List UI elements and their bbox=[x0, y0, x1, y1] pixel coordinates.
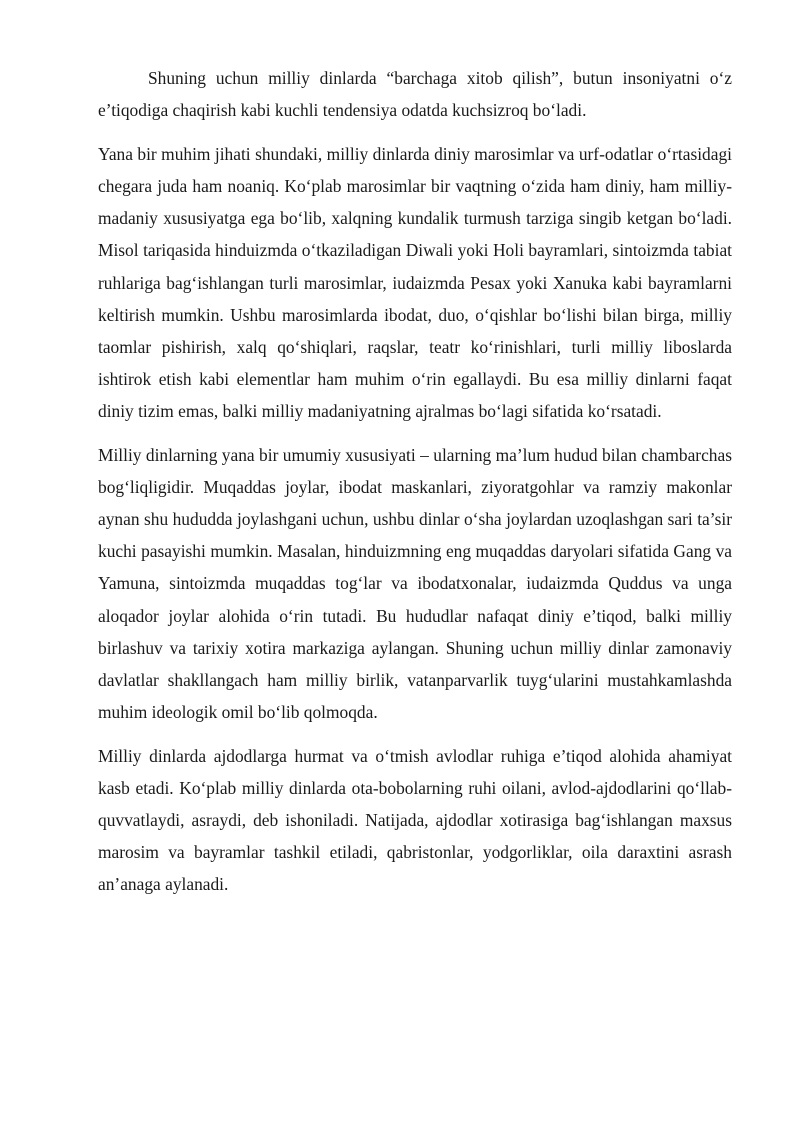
document-body bbox=[98, 62, 732, 912]
paragraph-3: Milliy dinlarning yana bir umumiy xususiyati – ularning ma’lum hudud bilan chambarchas bog‘liqligidir. Muqaddas joylar, ibodat maskanlari, ziyoratgohlar va ramziy makonlar aynan shu hududda joylashgani uchun, ushbu dinlar o‘sha joylardan uzoqlashgan sari ta’sir kuchi pasayishi mumkin. Masalan, hinduizmning eng muqaddas daryolari sifatida Gang va Yamuna, sintoizmda muqaddas tog‘lar va ibodatxonalar, iudaizmda Quddus va unga aloqador joylar alohida o‘rin tutadi. Bu hududlar nafaqat diniy e’tiqod, balki milliy birlashuv va tarixiy xotira markaziga aylangan. Shuning uchun milliy dinlar zamonaviy davlatlar shakllangach ham milliy birlik, vatanparvarlik tuyg‘ularini mustahkamlashda muhim ideologik omil bo‘lib qolmoqda. bbox=[98, 445, 732, 722]
paragraph-1: Shuning uchun milliy dinlarda “barchaga xitob qilish”, butun insoniyatni o‘z e’tiqodiga chaqirish kabi kuchli tendensiya odatda kuchsizroq bo‘ladi. bbox=[98, 68, 732, 121]
paragraph-2: Yana bir muhim jihati shundaki, milliy dinlarda diniy marosimlar va urf-odatlar o‘rtasidagi chegara juda ham noaniq. Ko‘plab marosimlar bir vaqtning o‘zida ham diniy, ham milliy-madaniy xususiyatga ega bo‘lib, xalqning kundalik turmush tarziga singib ketgan bo‘ladi. Misol tariqasida hinduizmda o‘tkaziladigan Diwali yoki Holi bayramlari, sintoizmda tabiat ruhlariga bag‘ishlangan turli marosimlar, iudaizmda Pesax yoki Xanuka kabi bayramlarni keltirish mumkin. Ushbu marosimlarda ibodat, duo, o‘qishlar bo‘lishi bilan birga, milliy taomlar pishirish, xalq qo‘shiqlari, raqslar, teatr ko‘rinishlari, turli milliy liboslarda ishtirok etish kabi elementlar ham muhim o‘rin egallaydi. Bu esa milliy dinlarni faqat diniy tizim emas, balki milliy madaniyatning ajralmas bo‘lagi sifatida ko‘rsatadi. bbox=[98, 144, 732, 421]
paragraph-4: Milliy dinlarda ajdodlarga hurmat va o‘tmish avlodlar ruhiga e’tiqod alohida ahamiyat kasb etadi. Ko‘plab milliy dinlarda ota-bobolarning ruhi oilani, avlod-ajdodlarini qo‘llab-quvvatlaydi, asraydi, deb ishoniladi. Natijada, ajdodlar xotirasiga bag‘ishlangan maxsus marosim va bayramlar tashkil etiladi, qabristonlar, yodgorliklar, oila daraxtini asrash an’anaga aylanadi. bbox=[98, 745, 732, 895]
